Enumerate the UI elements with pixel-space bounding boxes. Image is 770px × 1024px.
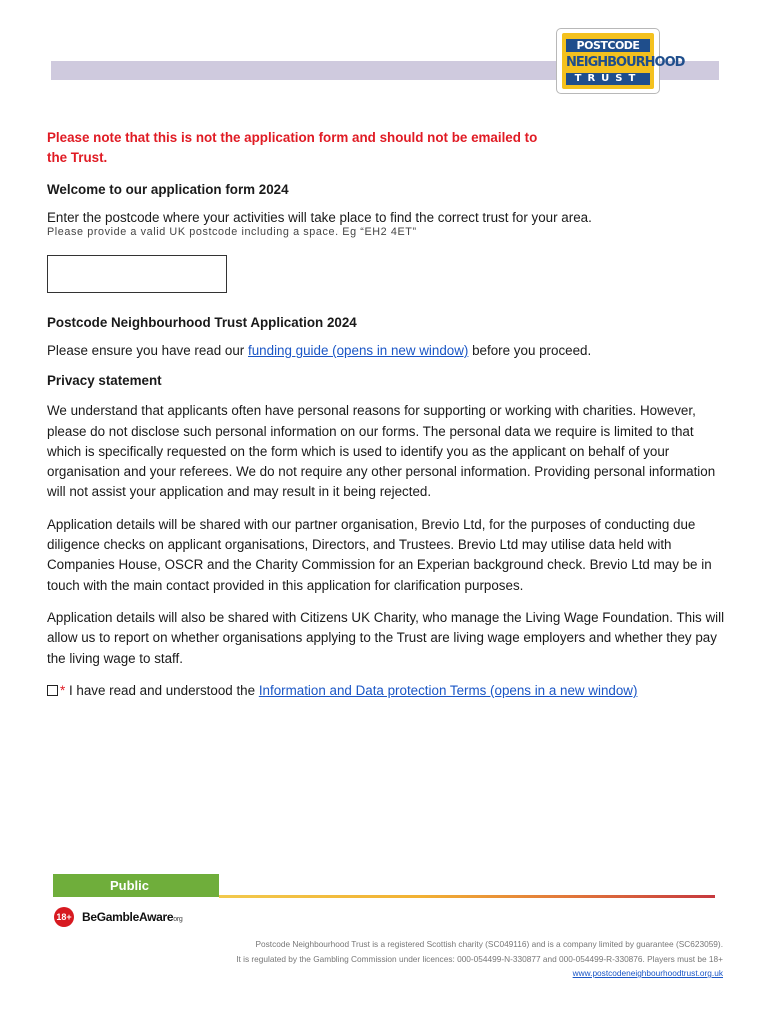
classification-badge: Public xyxy=(53,874,219,897)
consent-row xyxy=(47,681,727,701)
privacy-heading: Privacy statement xyxy=(47,373,162,389)
privacy-paragraph-2: Application details will be shared with our partner organisation, Brevio Ltd, for the purposes of conducting due diligence checks on applicant organisations, Directors, and Trustees. Brevio Ltd may utilise data held with Companies House, OSCR and the Charity Commission for an Experian background check. Brevio Ltd may be in touch with the main contact provided in this application for clarification purposes. xyxy=(47,516,712,593)
gamble-aware-name: BeGambleAware xyxy=(82,910,174,924)
funding-guide-prefix: Please ensure you have read our xyxy=(47,343,245,358)
postcode-prompt: Enter the postcode where your activities will take place to find the correct trust for your area. xyxy=(47,210,592,225)
privacy-paragraph-3: Application details will also be shared with Citizens UK Charity, who manage the Living Wage Foundation. This will allow us to report on whether organisations applying to the Trust are living wage employers and whether they pay the living wage to staff. xyxy=(47,609,725,666)
funding-guide-suffix: before you proceed. xyxy=(472,343,592,358)
gamble-aware-logo xyxy=(54,906,182,928)
consent-checkbox[interactable] xyxy=(47,685,58,696)
trust-logo xyxy=(556,28,685,94)
age-18-icon: 18+ xyxy=(54,907,74,927)
consent-prefix: I have read and understood the xyxy=(68,682,256,698)
logo-background xyxy=(562,33,685,89)
postcode-hint: Please provide a valid UK postcode including a space. Eg “EH2 4ET” xyxy=(47,226,417,238)
application-heading: Postcode Neighbourhood Trust Application 2024 xyxy=(47,315,357,330)
funding-guide-sentence xyxy=(47,341,727,361)
data-protection-terms-link[interactable]: Information and Data protection Terms (opens in a new window) xyxy=(258,682,638,698)
gamble-aware-org: org xyxy=(173,916,183,923)
logo-text-postcode: POSTCODE xyxy=(566,39,650,52)
privacy-paragraph-1: We understand that applicants often have personal reasons for supporting or working with charities. However, please do not disclose such personal information on our forms. The personal data we require is limited to that which is specifically requested on the form which is used to identify you as the applicant on behalf of your organisation and your referees. We do not require any other personal information. Providing personal information will not assist your application and may result in it being rejected. xyxy=(47,403,716,500)
legal-line-1: Postcode Neighbourhood Trust is a registered Scottish charity (SC049116) and is a company limited by guarantee (SC623059). xyxy=(255,939,723,949)
form-content xyxy=(47,128,727,701)
postcode-input[interactable] xyxy=(47,255,227,293)
welcome-heading: Welcome to our application form 2024 xyxy=(47,182,289,197)
gamble-aware-text xyxy=(82,910,182,924)
legal-line-2: It is regulated by the Gambling Commission under licences: 000-054499-N-330877 and 000-054499-R-330876. Players must be 18+ xyxy=(236,953,723,964)
email-notice: Please note that this is not the application form and should not be emailed to the Trust. xyxy=(47,130,538,165)
footer-legal xyxy=(236,937,723,981)
logo-text-trust: TRUST xyxy=(566,73,650,85)
footer-gradient-line xyxy=(219,895,715,898)
required-asterisk: * xyxy=(60,682,66,698)
funding-guide-link[interactable]: funding guide (opens in new window) xyxy=(248,343,469,358)
logo-text-neighbourhood: NEIGHBOURHOOD xyxy=(566,55,685,70)
website-link[interactable]: www.postcodeneighbourhoodtrust.org.uk xyxy=(572,968,723,978)
